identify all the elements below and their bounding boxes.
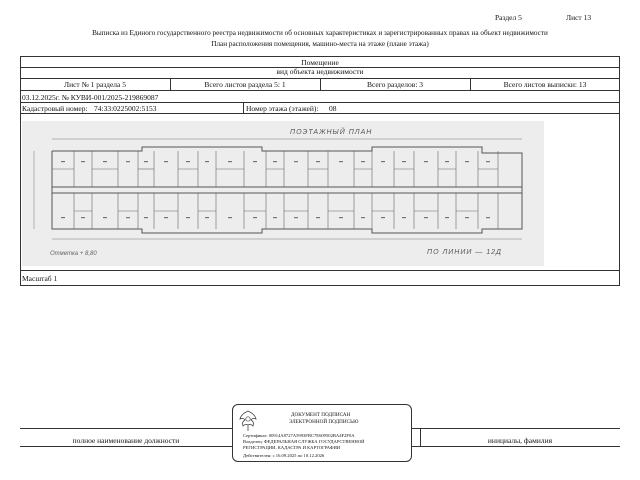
stamp-certificate: Сертификат: 00914A8727A5993FBC7E609502BA4F2F0A — [243, 433, 355, 438]
floor-label: Номер этажа (этажей): — [246, 104, 319, 113]
stamp-owner-1: Владелец: ФЕДЕРАЛЬНАЯ СЛУЖБА ГОСУДАРСТВЕННОЙ — [243, 439, 365, 444]
divider — [20, 90, 620, 91]
plan-footer-text: ПО ЛИНИИ — 12Д — [427, 249, 502, 256]
divider — [20, 102, 620, 103]
floor-number: 08 — [329, 104, 337, 113]
plan-header-text: ПОЭТАЖНЫЙ ПЛАН — [290, 129, 373, 136]
signature-top-line — [412, 428, 620, 429]
divider — [20, 270, 620, 271]
sheet-of-section: Лист № 1 раздела 5 — [64, 80, 126, 89]
sheets-in-section: Всего листов раздела 5: 1 — [204, 80, 286, 89]
divider — [243, 102, 244, 113]
document-subtitle: План расположения помещения, машино-места на этаже (плане этажа) — [211, 40, 429, 48]
cadastral-label: Кадастровый номер: — [22, 104, 88, 113]
plan-left-note: Отметка + 8,80 — [50, 251, 97, 257]
position-label: полное наименование должности — [72, 436, 180, 445]
scale-label: Масштаб 1 — [22, 274, 58, 283]
object-type: Помещение — [301, 58, 339, 67]
name-label: инициалы, фамилия — [487, 436, 553, 445]
sheets-total: Всего листов выписки: 13 — [503, 80, 587, 89]
stamp-title: ДОКУМЕНТ ПОДПИСАН — [291, 412, 351, 418]
sheet-number: Лист 13 — [566, 13, 592, 22]
object-type-caption: вид объекта недвижимости — [276, 67, 364, 76]
floor-plan-image — [22, 121, 544, 266]
stamp-owner-2: РЕГИСТРАЦИИ, КАДАСТРА И КАРТОГРАФИИ — [243, 445, 341, 450]
cadastral-number: 74:33:0225002:5153 — [94, 104, 157, 113]
emblem-icon — [237, 409, 259, 433]
signature-top-line — [20, 428, 232, 429]
stamp-subtitle: ЭЛЕКТРОННОЙ ПОДПИСЬЮ — [289, 419, 359, 425]
stamp-validity: Действителен: с 16.09.2025 по 10.12.2026 — [243, 453, 325, 458]
section-number: Раздел 5 — [495, 13, 522, 22]
divider — [20, 113, 620, 114]
signature-bottom-line — [20, 446, 232, 447]
sections-total: Всего разделов: 3 — [366, 80, 424, 89]
document-title: Выписка из Единого государственного реестра недвижимости об основных характеристиках и зарегистрированных правах на объект недвижимости — [92, 29, 548, 37]
extract-date-number: 03.12.2025г. № КУВИ-001/2025-219869087 — [22, 93, 159, 102]
signature-bottom-line — [412, 446, 620, 447]
electronic-signature-stamp — [232, 404, 412, 462]
